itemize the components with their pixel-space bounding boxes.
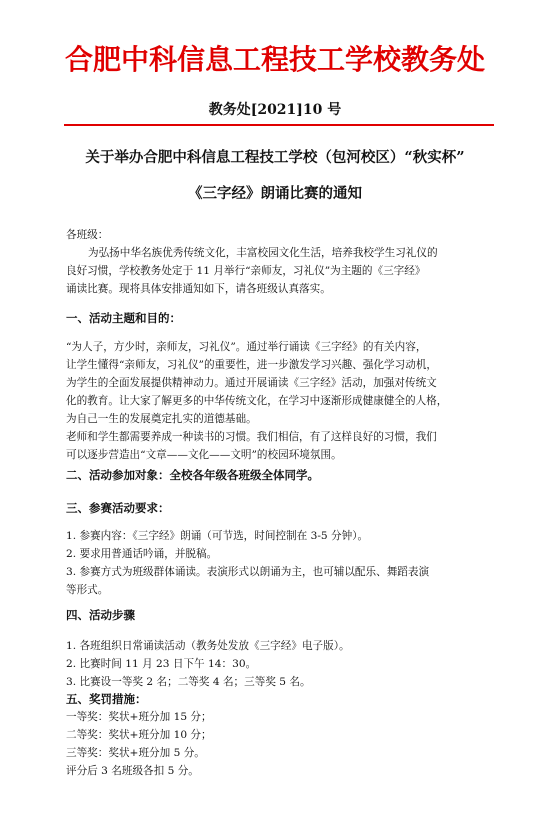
section4-body (66, 637, 484, 691)
section5-line: 评分后 3 名班级各扣 5 分。 (66, 765, 199, 777)
section4-line: 2. 比赛时间 11 月 23 日下午 14：30。 (66, 658, 257, 670)
section-heading-3: 三、参赛活动要求： (66, 501, 170, 515)
section-heading-5: 五、奖罚措施： (66, 692, 147, 706)
intro-line: 诵读比赛。现将具体安排通知如下，请各班级认真落实。 (66, 283, 331, 295)
section1-line: 为学生的全面发展提供精神动力。通过开展诵读《三字经》活动，加强对传统文 (66, 377, 437, 389)
section1-body (66, 338, 484, 464)
section5-line: 三等奖：奖状+班分加 5 分。 (66, 747, 205, 759)
section1-line: 让学生懂得“亲师友，习礼仪”的重要性，进一步激发学习兴趣、强化学习动机， (66, 359, 438, 371)
section-heading-2: 二、活动参加对象：全校各年级各班级全体同学。 (66, 468, 319, 482)
section3-line: 1. 参赛内容：《三字经》朗诵（可节选，时间控制在 3-5 分钟）。 (66, 530, 369, 542)
section5-line: 一等奖：奖状+班分加 15 分； (66, 711, 212, 723)
section5-line: 二等奖：奖状+班分加 10 分； (66, 729, 212, 741)
red-divider (64, 124, 494, 126)
intro-block (66, 226, 484, 298)
notice-title-line1: 关于举办合肥中科信息工程技工学校（包河校区）“秋实杯” (85, 149, 465, 166)
section1-line: 化的教育。让大家了解更多的中华传统文化，在学习中逐渐形成健康健全的人格， (66, 395, 448, 407)
doc-number: 教务处[2021]10 号 (208, 102, 342, 118)
section-heading-4: 四、活动步骤 (66, 608, 135, 622)
section3-line: 等形式。 (66, 584, 109, 596)
section5-body (66, 708, 484, 780)
section1-line: 老师和学生都需要养成一种读书的习惯。我们相信，有了这样良好的习惯，我们 (66, 431, 437, 443)
section3-body (66, 527, 484, 599)
section1-line: “为人子，方少时，亲师友，习礼仪”。通过举行诵读《三字经》的有关内容， (66, 341, 427, 353)
notice-title-line2: 《三字经》朗诵比赛的通知 (188, 185, 362, 202)
salutation: 各班级： (66, 229, 109, 241)
org-title: 合肥中科信息工程技工学校教务处 (64, 43, 485, 76)
section1-line: 可以逐步营造出“文章——文化——文明”的校园环境氛围。 (66, 449, 342, 461)
section3-line: 2. 要求用普通话吟诵，并脱稿。 (66, 548, 218, 560)
section4-line: 3. 比赛设一等奖 2 名；二等奖 4 名；三等奖 5 名。 (66, 676, 311, 688)
section1-line: 为自己一生的发展奠定扎实的道德基础。 (66, 413, 257, 425)
section4-line: 1. 各班组织日常诵读活动（教务处发放《三字经》电子版）。 (66, 640, 350, 652)
section3-line: 3. 参赛方式为班级群体诵读。表演形式以朗诵为主，也可辅以配乐、舞蹈表演 (66, 566, 430, 578)
intro-line: 良好习惯，学校教务处定于 11 月举行“亲师友，习礼仪”为主题的《三字经》 (66, 265, 426, 277)
intro-line: 为弘扬中华名族优秀传统文化，丰富校园文化生活，培养我校学生习礼仪的 (88, 247, 438, 259)
section-heading-1: 一、活动主题和目的： (66, 311, 181, 325)
